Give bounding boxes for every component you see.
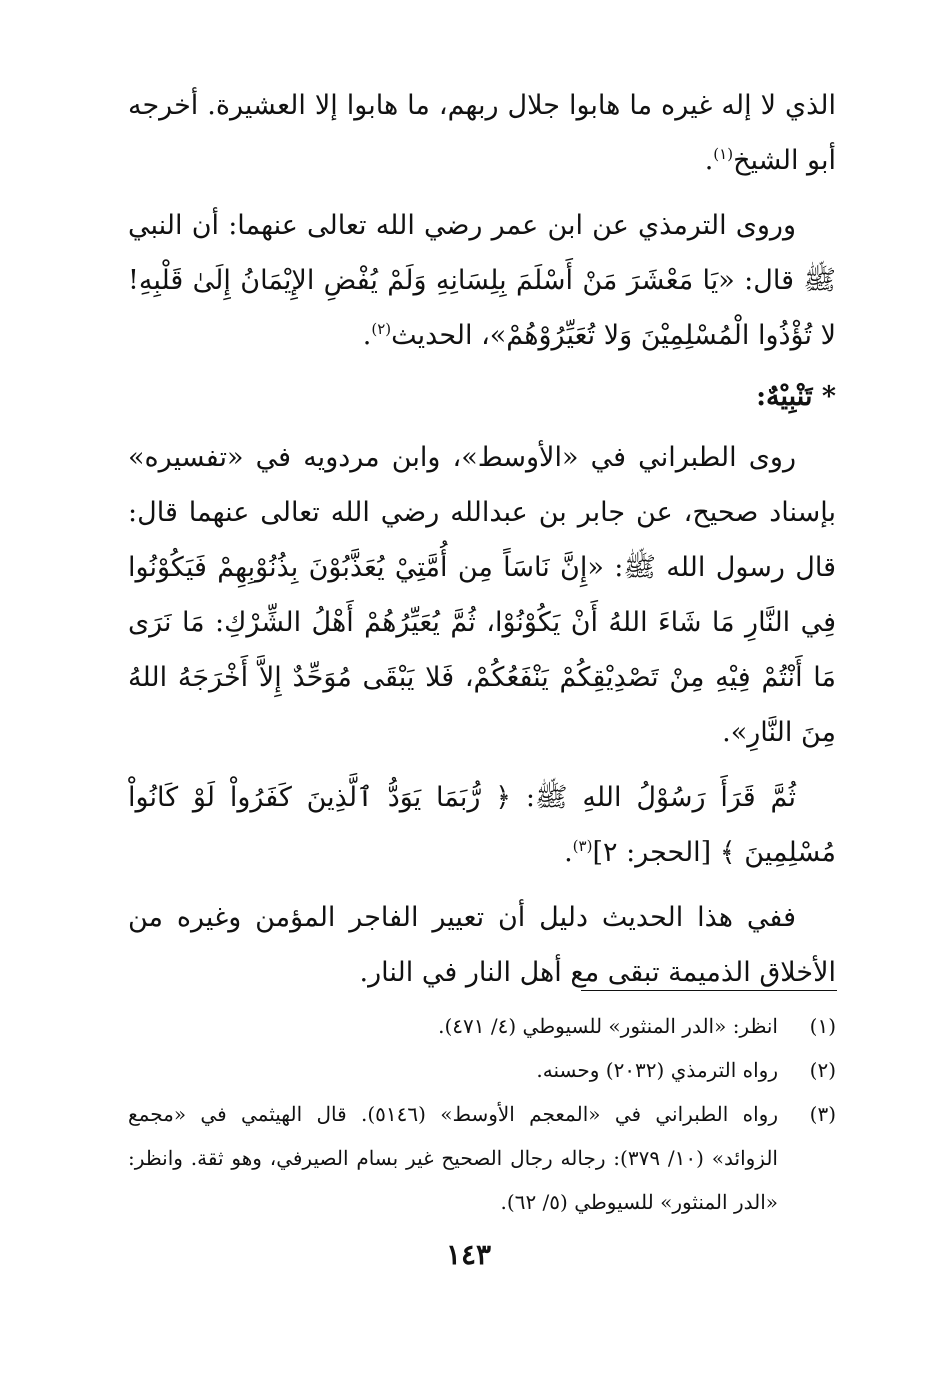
paragraph-3-text: روى الطبراني في «الأوسط»، وابن مردويه في «تفسيره» بإسناد صحيح، عن جابر بن عبدالله رضي الله تعالى عنهما قال: قال رسول الله ﷺ: «إِنَّ نَاسَاً مِن أُمَّتِيْ يُعَذَّبُوْنَ بِذُنُوْبِهِمْ فَيَكُوْنُوا فِي النَّارِ مَا شَاءَ اللهُ أَنْ يَكُوْنُوْا، ثُمَّ يُعَيِّرُهُمْ أَهْلُ الشِّرْكِ: مَا نَرَى مَا أَنْتُمْ فِيْهِ مِنْ تَصْدِيْقِكُمْ يَنْفَعُكُمْ، فَلا يَبْقَى مُوَحِّدٌ إِلاَّ أَخْرَجَهُ اللهُ مِنَ النَّارِ». (128, 442, 836, 748)
paragraph-5-text: ففي هذا الحديث دليل أن تعيير الفاجر المؤمن وغيره من الأخلاق الذميمة تبقى مع أهل النار في النار. (128, 902, 836, 988)
footnote-text: رواه الطبراني في «المعجم الأوسط» (٥١٤٦). قال الهيثمي في «مجمع الزوائد» (١٠/ ٣٧٩): رجاله رجال الصحيح غير بسام الصيرفي، وهو ثقة. وانظر: «الدر المنثور» للسيوطي (٥/ ٦٢). (128, 1102, 778, 1214)
footnote-ref-2[interactable]: (٢) (371, 320, 392, 338)
star-icon: * (821, 381, 836, 412)
paragraph-3 (128, 430, 836, 760)
footnote-divider (581, 990, 837, 991)
paragraph-2-text: وروى الترمذي عن ابن عمر رضي الله تعالى عنهما: أن النبي ﷺ قال: «يَا مَعْشَرَ مَنْ أَسْلَمَ بِلِسَانِهِ وَلَمْ يُفْضِ الإِيْمَانُ إِلَىٰ قَلْبِهِ! لا تُؤْذُوا الْمُسْلِمِيْنَ وَلا تُعَيِّرُوْهُمْ»، الحديث (128, 210, 836, 351)
paragraph-4-end: . (564, 837, 573, 868)
footnote-text: انظر: «الدر المنثور» للسيوطي (٤/ ٤٧١). (438, 1014, 778, 1038)
paragraph-4-text: ثُمَّ قَرَأَ رَسُوْلُ اللهِ ﷺ: ﴿ رُّبَمَا يَوَدُّ ٱلَّذِينَ كَفَرُواْ لَوْ كَانُواْ مُسْلِمِينَ ﴾ [الحجر: ٢] (128, 782, 836, 868)
footnote-1 (128, 1004, 836, 1048)
footnote-number: (٢) (809, 1058, 836, 1082)
footnotes (128, 1004, 836, 1224)
footnote-text: رواه الترمذي (٢٠٣٢) وحسنه. (536, 1058, 778, 1082)
footnote-2 (128, 1048, 836, 1092)
paragraph-1-text: الذي لا إله غيره ما هابوا جلال ربهم، ما هابوا إلا العشيرة. أخرجه أبو الشيخ (128, 90, 836, 176)
footnote-ref-3[interactable]: (٣) (572, 837, 593, 855)
footnote-number: (١) (809, 1014, 836, 1038)
footnote-3 (128, 1092, 836, 1224)
paragraph-4 (128, 770, 836, 880)
paragraph-5 (128, 890, 836, 1000)
main-text (128, 78, 836, 1000)
paragraph-1-end: . (704, 145, 714, 176)
page-number: ١٤٣ (445, 1238, 492, 1271)
paragraph-2 (128, 198, 836, 363)
paragraph-2-end: . (362, 320, 372, 351)
heading-text: تَنْبِيْهٌ: (756, 381, 813, 412)
section-heading (128, 369, 836, 424)
footnote-number: (٣) (809, 1102, 836, 1126)
footnote-ref-1[interactable]: (١) (713, 145, 734, 163)
paragraph-1 (128, 78, 836, 188)
